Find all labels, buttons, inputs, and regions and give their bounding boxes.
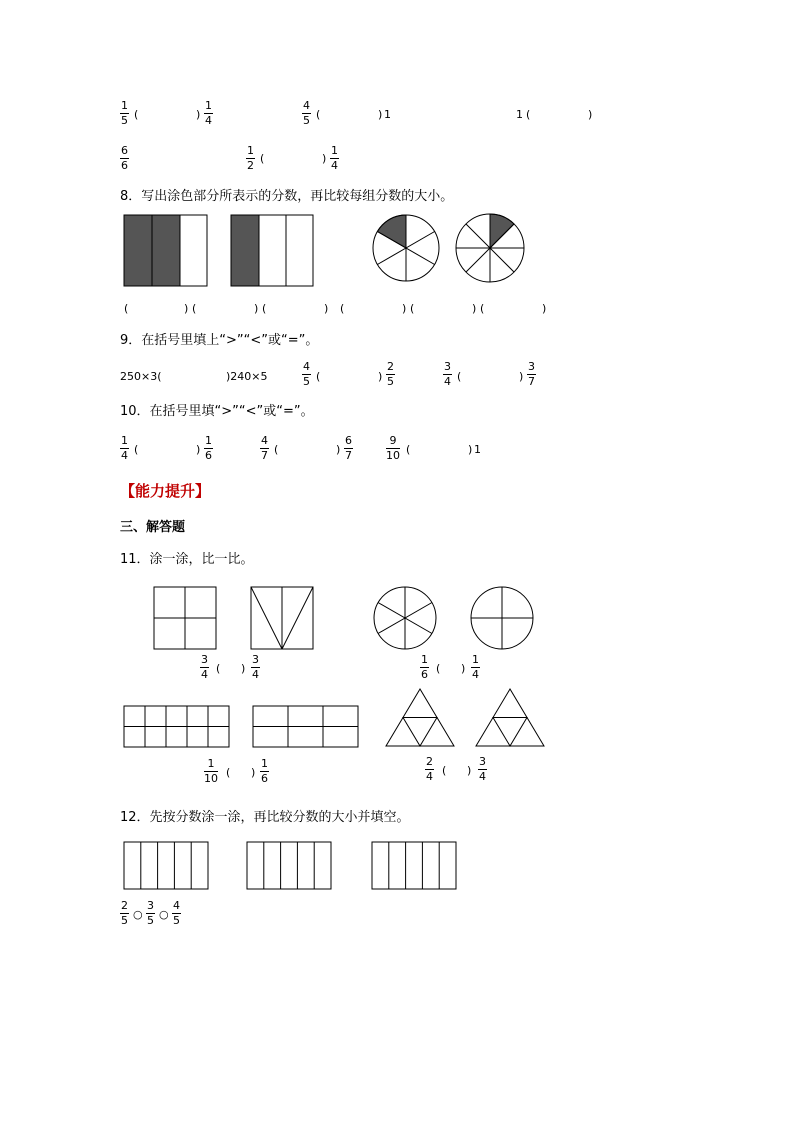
section-subtitle: 三、解答题 [120,520,186,535]
number-one: 1 [474,443,481,456]
fraction: 1 6 [421,653,428,681]
open-paren: ( [316,108,321,121]
close-paren: ) [196,108,201,121]
close-paren: ) [468,443,473,456]
open-paren: ( [216,662,221,675]
open-paren: ( [340,302,345,315]
expression-right: )240×5 [226,370,268,383]
expression-left: 250×3( [120,370,162,383]
close-paren: ) [322,152,327,165]
section-title: 【能力提升】 [120,482,211,500]
open-paren: ( [480,302,485,315]
comparison-circle: ○ [159,908,169,921]
close-paren: ) [378,370,383,383]
open-paren: ( [526,108,531,121]
question-8-text: 8．写出涂色部分所表示的分数，再比较每组分数的大小。 [120,189,454,204]
fraction: 3 4 [201,653,208,681]
open-paren: ( [134,108,139,121]
fraction: 2 5 [387,360,394,388]
fraction: 1 5 [121,99,128,127]
open-paren: ( [436,662,441,675]
question-12-text: 12．先按分数涂一涂，再比较分数的大小并填空。 [120,810,410,825]
question-10-text: 10．在括号里填“>”“<”或“=”。 [120,404,314,419]
close-paren: ) [467,764,472,777]
open-paren: ( [410,302,415,315]
fraction: 6 7 [345,434,352,462]
fraction: 3 4 [444,360,451,388]
open-paren: ( [134,443,139,456]
close-paren: ) [251,766,256,779]
close-paren: ) [542,302,547,315]
fraction: 1 10 [204,757,218,785]
question-11-text: 11．涂一涂，比一比。 [120,552,254,567]
open-paren: ( [442,764,447,777]
open-paren: ( [262,302,267,315]
open-paren: ( [316,370,321,383]
open-paren: ( [406,443,411,456]
fraction: 3 4 [252,653,259,681]
close-paren: ) [519,370,524,383]
close-paren: ) [324,302,329,315]
number-one: 1 [384,108,391,121]
fraction: 1 4 [331,144,338,172]
close-paren: ) [184,302,189,315]
open-paren: ( [457,370,462,383]
comparison-circle: ○ [133,908,143,921]
question-9-text: 9．在括号里填上“>”“<”或“=”。 [120,333,319,348]
close-paren: ) [402,302,407,315]
close-paren: ) [378,108,383,121]
fraction: 1 4 [472,653,479,681]
close-paren: ) [336,443,341,456]
close-paren: ) [241,662,246,675]
fraction: 1 2 [247,144,254,172]
close-paren: ) [196,443,201,456]
fraction: 4 5 [303,99,310,127]
fraction: 2 5 [121,899,128,927]
fraction: 2 4 [426,755,433,783]
fraction: 3 5 [147,899,154,927]
fraction: 4 7 [261,434,268,462]
fraction: 1 6 [261,757,268,785]
fraction: 9 10 [386,434,400,462]
fraction: 1 4 [205,99,212,127]
close-paren: ) [461,662,466,675]
close-paren: ) [472,302,477,315]
fraction: 1 4 [121,434,128,462]
fraction: 6 6 [121,144,128,172]
open-paren: ( [192,302,197,315]
fraction: 3 4 [479,755,486,783]
fraction: 4 5 [303,360,310,388]
fraction: 1 6 [205,434,212,462]
number-one: 1 [516,108,523,121]
close-paren: ) [588,108,593,121]
open-paren: ( [260,152,265,165]
fraction: 4 5 [173,899,180,927]
open-paren: ( [124,302,129,315]
close-paren: ) [254,302,259,315]
fraction: 3 7 [528,360,535,388]
open-paren: ( [274,443,279,456]
open-paren: ( [226,766,231,779]
